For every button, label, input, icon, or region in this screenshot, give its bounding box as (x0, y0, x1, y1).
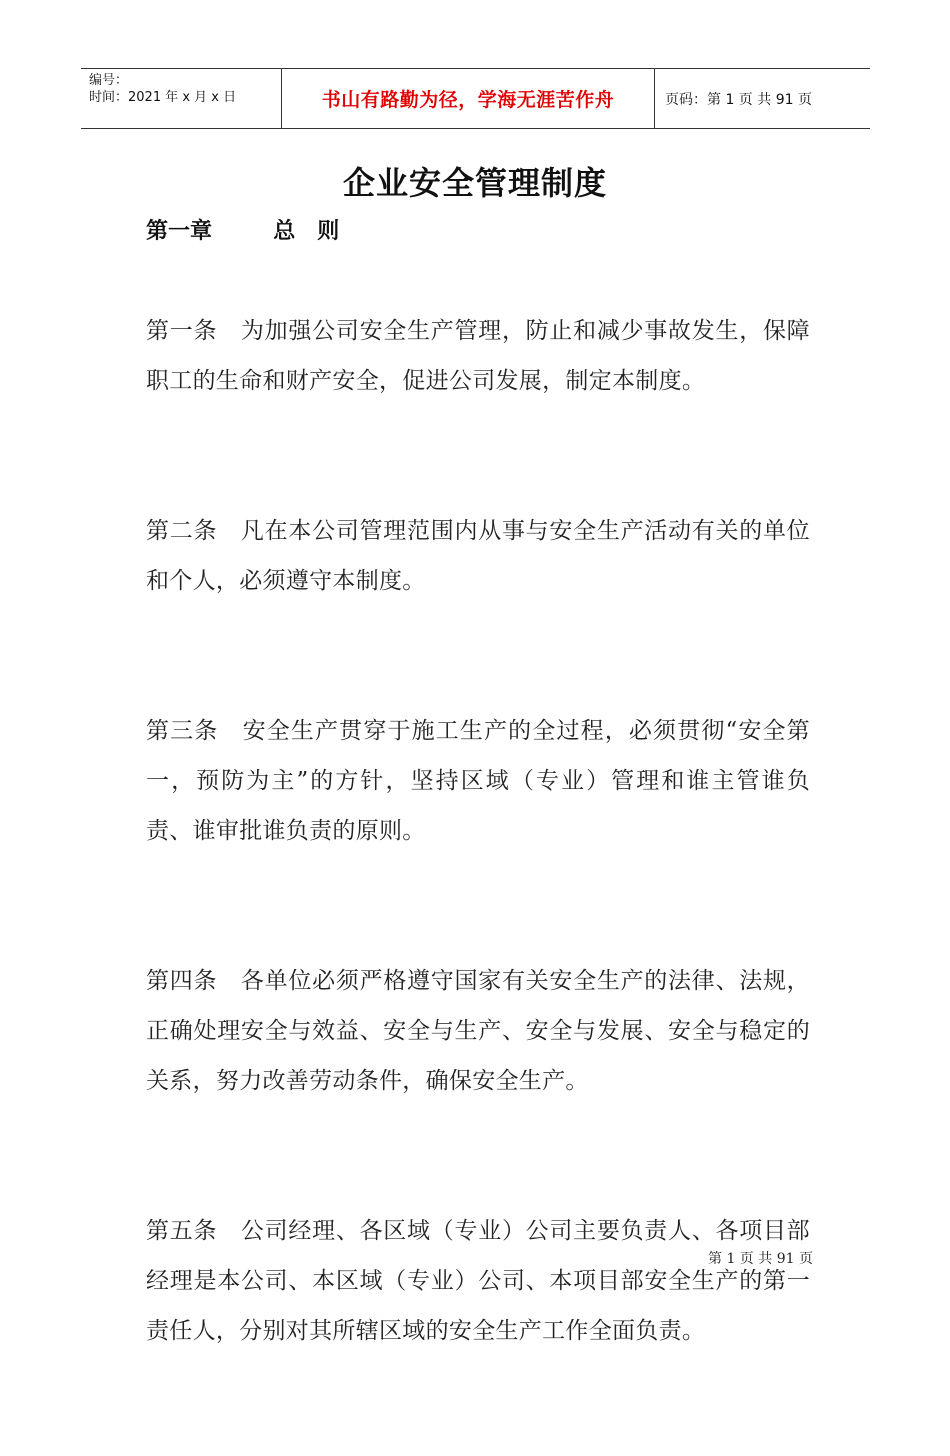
article-text: 为加强公司安全生产管理，防止和减少事故发生，保障职工的生命和财产安全，促进公司发展，制定本制度。 (146, 318, 810, 394)
article-text: 公司经理、各区域（专业）公司主要负责人、各项目部经理是本公司、本区域（专业）公司、本项目部安全生产的第一责任人，分别对其所辖区域的安全生产工作全面负责。 (146, 1218, 810, 1344)
header-page-code: 页码：第 1 页 共 91 页 (665, 91, 812, 108)
article-number: 第四条 (146, 968, 218, 994)
article-text: 安全生产贯穿于施工生产的全过程，必须贯彻“安全第一，预防为主”的方针，坚持区域（专业）管理和谁主管谁负责、谁审批谁负责的原则。 (146, 718, 810, 844)
article-number: 第一条 (146, 318, 218, 344)
article-5 (146, 1206, 810, 1356)
chapter-heading (146, 214, 339, 245)
article-number: 第五条 (146, 1218, 218, 1244)
chapter-number: 第一章 (146, 219, 213, 244)
article-2 (146, 506, 810, 606)
date-label: 时间：2021 年 x 月 x 日 (89, 90, 237, 105)
article-3 (146, 706, 810, 856)
article-1 (146, 306, 810, 406)
header-meta-cell (81, 69, 282, 128)
footer-page-number: 第 1 页 共 91 页 (708, 1251, 813, 1267)
article-text: 凡在本公司管理范围内从事与安全生产活动有关的单位和个人，必须遵守本制度。 (146, 518, 810, 594)
document-title: 企业安全管理制度 (342, 164, 607, 202)
motto-text: 书山有路勤为径，学海无涯苦作舟 (321, 89, 615, 111)
header-motto-cell (282, 69, 655, 128)
article-number: 第二条 (146, 518, 218, 544)
serial-number-label: 编号： (89, 73, 129, 88)
header-page-cell (655, 69, 870, 128)
article-number: 第三条 (146, 718, 219, 744)
article-4 (146, 956, 810, 1106)
article-list (146, 306, 810, 1456)
chapter-name: 总 则 (273, 219, 340, 244)
document-header (81, 68, 870, 129)
article-text: 各单位必须严格遵守国家有关安全生产的法律、法规，正确处理安全与效益、安全与生产、安全与发展、安全与稳定的关系，努力改善劳动条件，确保安全生产。 (146, 968, 810, 1094)
